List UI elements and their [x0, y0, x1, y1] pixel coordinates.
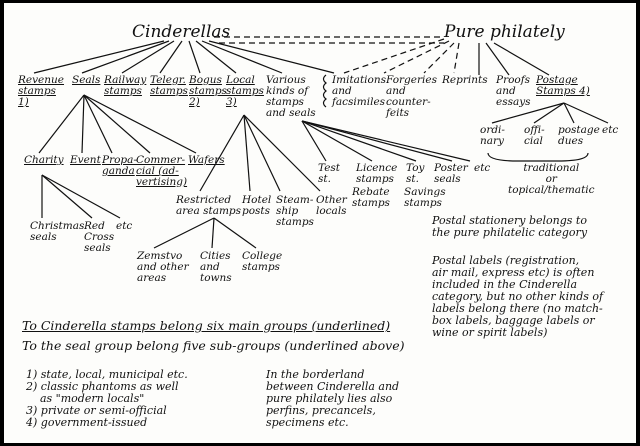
christmas-seals: Christmas seals [30, 220, 85, 243]
borderland-note: In the borderland between Cinderella and pure philately lies also perfins, precancels, specimens etc. [266, 368, 400, 429]
zemstvo: Zemstvo and other areas [137, 250, 189, 284]
commercial-seals: Commer- cial (ad- vertising) [136, 154, 188, 188]
official: offi- cial [524, 124, 545, 147]
postage-stamps: Postage Stamps 4) [536, 74, 590, 97]
steamship-stamps: Steam- ship stamps [276, 194, 314, 228]
licence-stamps: Licence stamps [356, 162, 398, 185]
seals-group: Seals [72, 74, 101, 86]
postal-stationery-note: Postal stationery belongs to the pure philatelic category [432, 214, 588, 239]
test-stamps: Test st. [318, 162, 341, 185]
ordinary: ordi- nary [480, 124, 505, 147]
bogus-stamps: Bogus stamps 2) [189, 74, 227, 108]
seal-etc: etc [116, 220, 133, 232]
wafers: Wafers [188, 154, 225, 166]
traditional-topical: traditional or topical/thematic [508, 162, 595, 196]
poster-seals: Poster seals [434, 162, 468, 185]
charity-seals: Charity [24, 154, 64, 166]
postage-dues: postage dues [558, 124, 600, 147]
various-etc: etc [474, 162, 491, 174]
railway-stamps: Railway stamps [104, 74, 147, 97]
cinderellas-root: Cinderellas [132, 22, 231, 42]
proofs-essays: Proofs and essays [496, 74, 531, 108]
college-stamps: College stamps [242, 250, 283, 273]
hotel-posts: Hotel posts [242, 194, 272, 217]
event-seals: Event [70, 154, 101, 166]
cities-towns: Cities and towns [200, 250, 232, 284]
propaganda-seals: Propa- ganda [102, 154, 137, 177]
toy-stamps: Toy st. [406, 162, 425, 185]
forgeries: Forgeries and counter- feits [386, 74, 437, 119]
paper-sheet [4, 3, 636, 443]
various-kinds: Various kinds of stamps and seals [266, 74, 316, 119]
rebate-stamps: Rebate stamps [352, 186, 390, 209]
revenue-stamps: Revenue stamps 1) [18, 74, 65, 108]
six-groups-statement: To Cinderella stamps belong six main groups (underlined) [22, 318, 391, 333]
telegraph-stamps: Telegr. stamps [150, 74, 188, 97]
postal-labels-note: Postal labels (registration, air mail, express etc) is often included in the Cinderella category, but no other kinds of labels belong there (no match- box labels, baggage labels or wine or spirit labels) [432, 254, 604, 339]
restricted-area-stamps: Restricted area stamps [176, 194, 242, 217]
postage-etc: etc [602, 124, 619, 136]
local-stamps: Local stamps 3) [226, 74, 264, 108]
reprints: Reprints [442, 74, 488, 86]
pure-philately-root: Pure philately [444, 22, 565, 42]
five-subgroups-statement: To the seal group belong five sub-groups (underlined above) [22, 338, 405, 353]
red-cross-seals: Red Cross seals [84, 220, 115, 254]
footnotes: 1) state, local, municipal etc. 2) classic phantoms as well as "modern locals" 3) private or semi-official 4) government-issued [26, 368, 188, 429]
savings-stamps: Savings stamps [404, 186, 446, 209]
imitations: Imitations and facsimiles [332, 74, 386, 108]
other-locals: Other locals [316, 194, 347, 217]
